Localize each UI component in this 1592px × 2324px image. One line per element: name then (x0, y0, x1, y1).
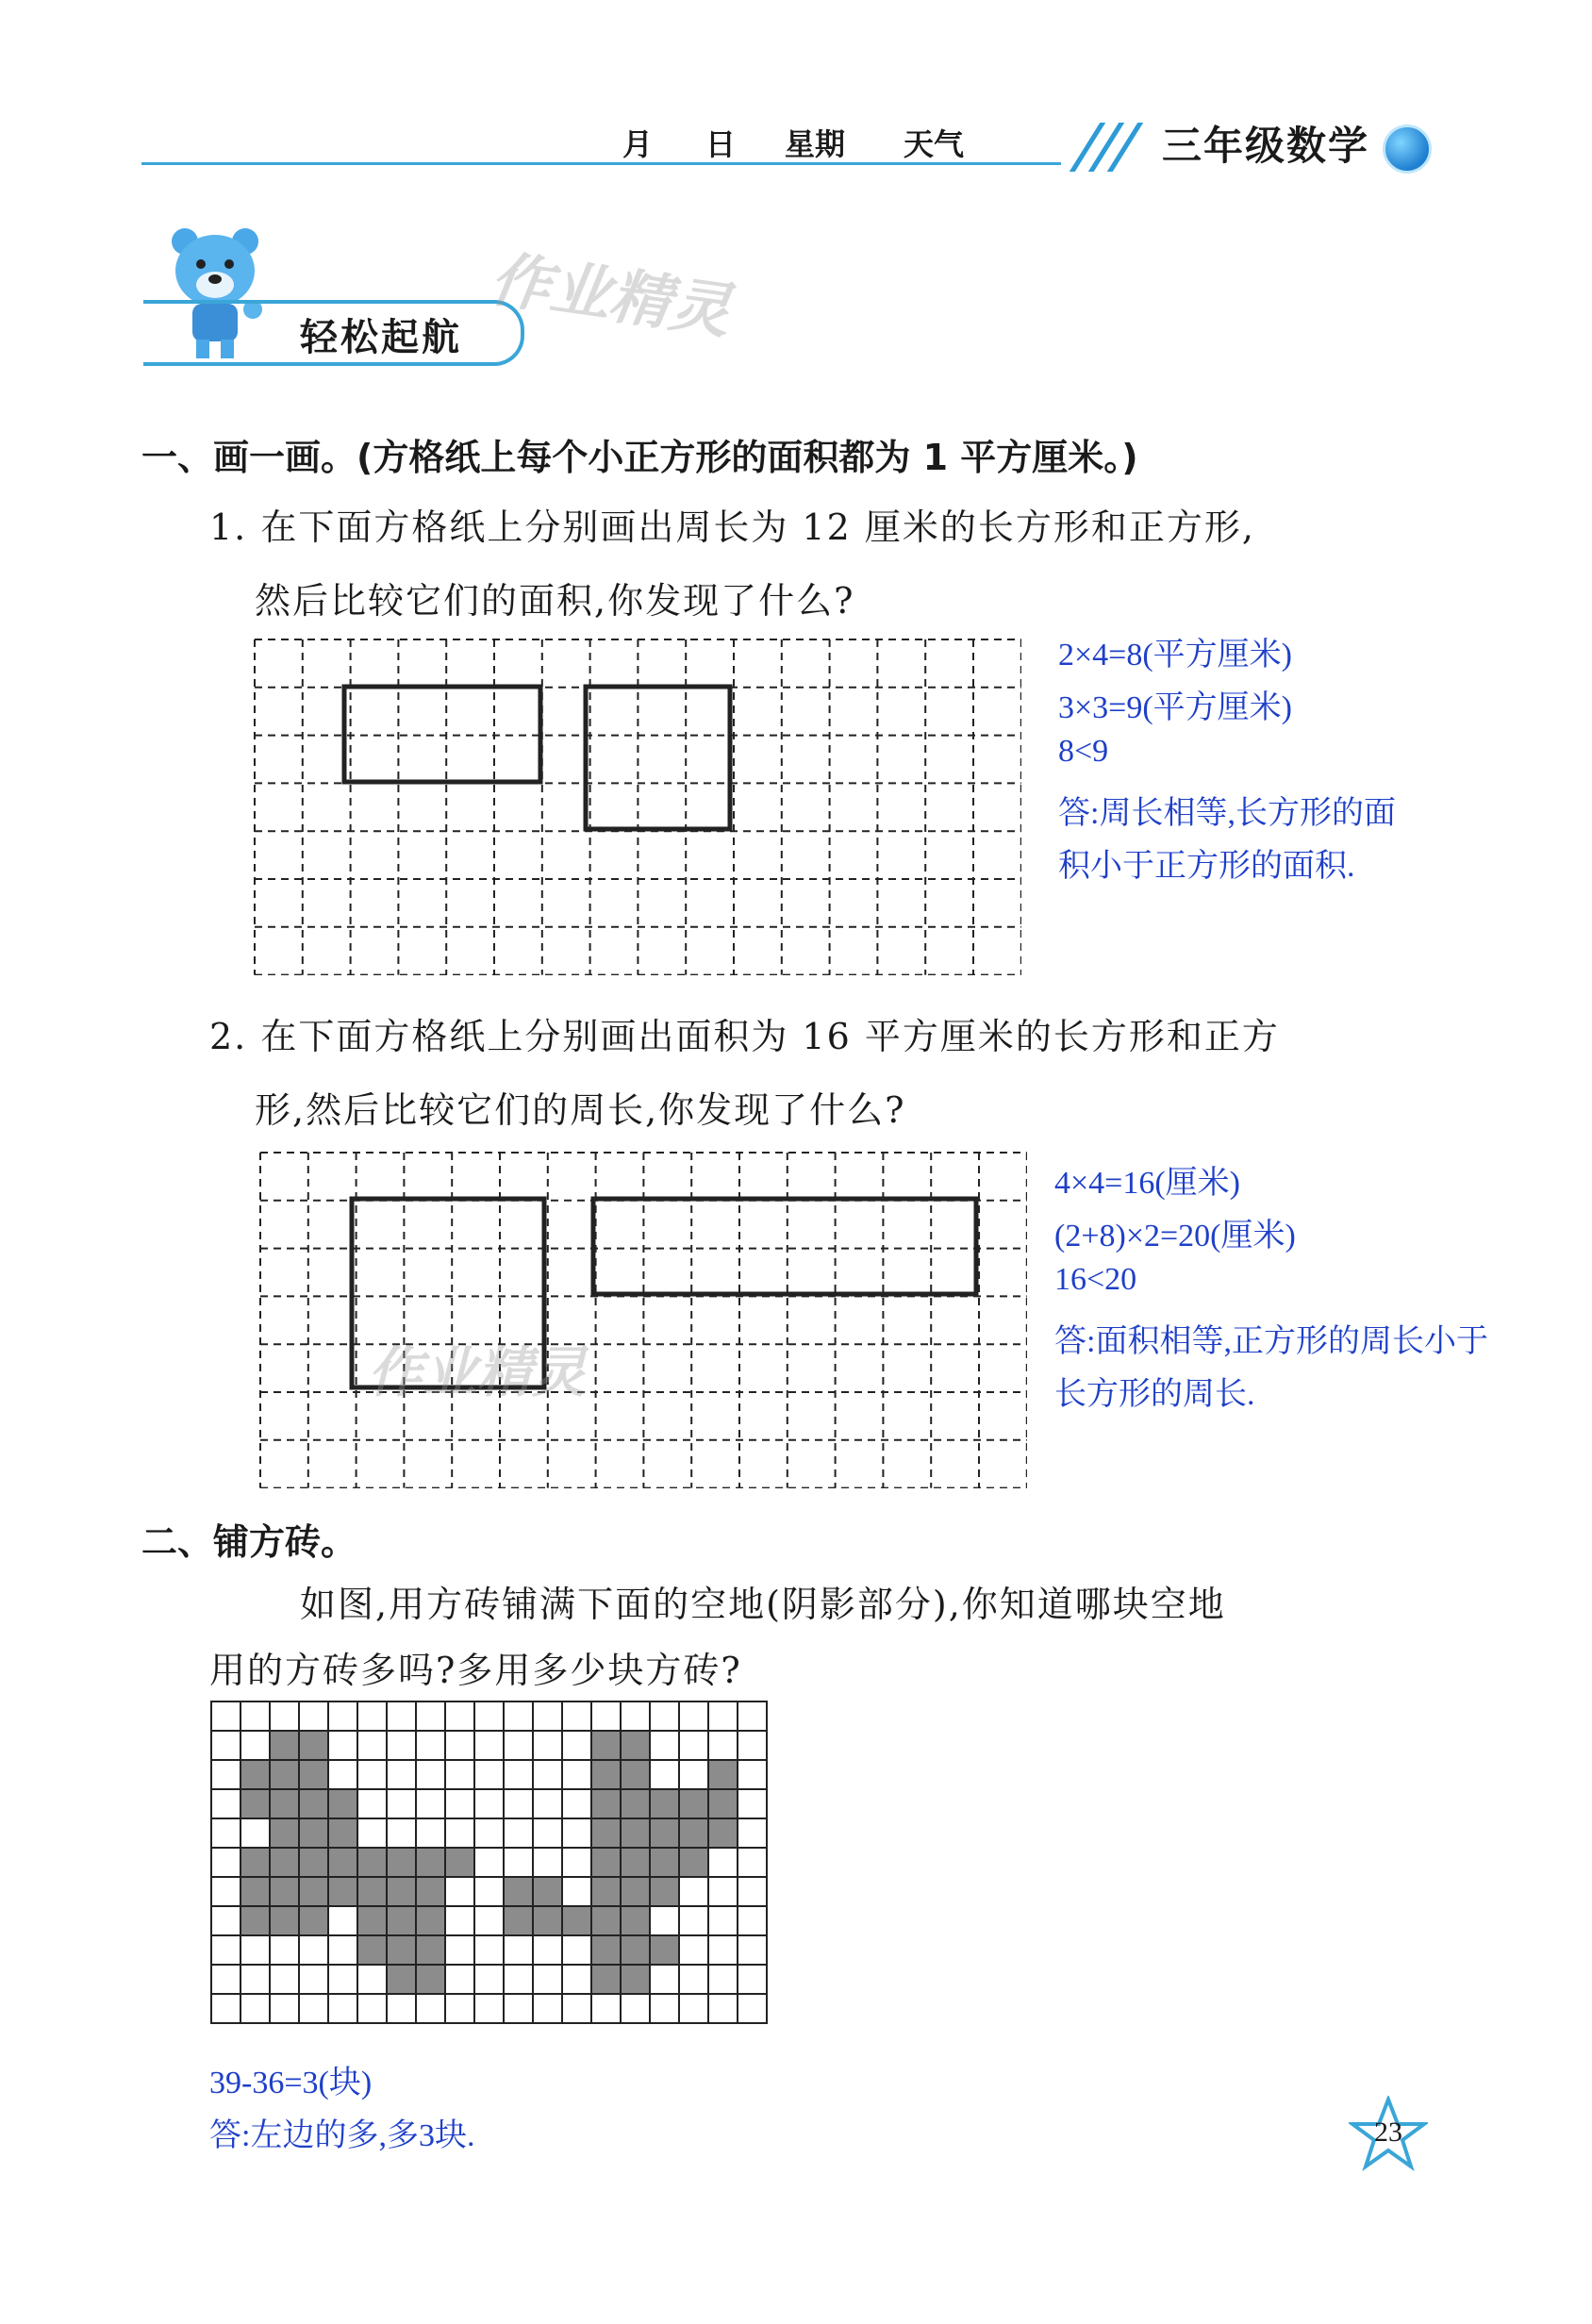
tile-empty (387, 1702, 416, 1731)
tile-empty (474, 1760, 504, 1789)
q1-answer-line: 积小于正方形的面积. (1058, 849, 1355, 884)
tile-empty (533, 1760, 562, 1789)
tile-shaded (357, 1906, 387, 1935)
tile-empty (474, 1848, 504, 1877)
tile-empty (445, 1935, 474, 1965)
tile-empty (445, 1877, 474, 1906)
q1-answer-line: 8<9 (1058, 734, 1109, 769)
q1-square-drawn (586, 687, 730, 829)
tile-empty (650, 1906, 679, 1935)
tile-shaded (387, 1877, 416, 1906)
tile-shaded (591, 1760, 621, 1789)
q1-line2: 然后比较它们的面积,你发现了什么? (255, 580, 855, 622)
tile-empty (474, 1702, 504, 1731)
tile-empty (738, 1906, 767, 1935)
tile-shaded (650, 1818, 679, 1848)
tile-empty (738, 1818, 767, 1848)
q1-answer-line: 2×4=8(平方厘米) (1058, 638, 1292, 672)
tile-empty (562, 1731, 591, 1760)
tile-empty (445, 1789, 474, 1818)
tile-empty (328, 1935, 357, 1965)
tile-empty (562, 1818, 591, 1848)
tile-empty (474, 1731, 504, 1760)
tile-empty (738, 1994, 767, 2023)
tile-empty (738, 1760, 767, 1789)
tile-empty (738, 1965, 767, 1994)
tile-empty (416, 1731, 445, 1760)
tile-shaded (299, 1848, 328, 1877)
q2-grid (258, 1151, 1027, 1488)
tile-shaded (533, 1906, 562, 1935)
section1-title: 一、画一画。(方格纸上每个小正方形的面积都为 1 平方厘米。) (141, 437, 1138, 478)
tile-empty (533, 1848, 562, 1877)
tile-empty (445, 1702, 474, 1731)
section2-answers (209, 2056, 474, 2162)
watermark-text: 作业精灵 (486, 244, 736, 348)
tile-empty (738, 1731, 767, 1760)
tile-shaded (650, 1935, 679, 1965)
tile-shaded (270, 1789, 299, 1818)
tile-empty (504, 1702, 533, 1731)
tile-empty (211, 1789, 240, 1818)
tile-empty (416, 1789, 445, 1818)
tile-empty (387, 1818, 416, 1848)
tile-empty (270, 1994, 299, 2023)
tile-empty (240, 1994, 270, 2023)
tile-shaded (416, 1877, 445, 1906)
tile-shaded (708, 1760, 738, 1789)
tile-shaded (708, 1789, 738, 1818)
tile-empty (708, 1935, 738, 1965)
tile-empty (474, 1818, 504, 1848)
q2-rectangle-drawn (593, 1199, 976, 1294)
tile-empty (679, 1702, 708, 1731)
tile-shaded (387, 1935, 416, 1965)
tile-empty (474, 1965, 504, 1994)
tile-empty (416, 1994, 445, 2023)
tile-empty (270, 1965, 299, 1994)
tile-empty (562, 1848, 591, 1877)
q2-answer-line: 长方形的周长. (1054, 1377, 1255, 1412)
tile-shaded (299, 1877, 328, 1906)
header-rule (141, 162, 1061, 165)
section2-line1: 如图,用方砖铺满下面的空地(阴影部分),你知道哪块空地 (300, 1584, 1226, 1625)
tile-shaded (445, 1848, 474, 1877)
tile-shaded (591, 1965, 621, 1994)
q2-answer-line: 4×4=16(厘米) (1054, 1166, 1240, 1201)
tile-empty (591, 1702, 621, 1731)
tile-empty (562, 1965, 591, 1994)
subject-dot-icon (1383, 124, 1432, 174)
section2-answer-line: 39-36=3(块) (209, 2066, 373, 2100)
tile-empty (211, 1848, 240, 1877)
tile-empty (708, 1731, 738, 1760)
tile-empty (533, 1818, 562, 1848)
tile-empty (591, 1994, 621, 2023)
tile-shaded (299, 1789, 328, 1818)
tile-shaded (270, 1848, 299, 1877)
q1-rectangle-drawn (344, 687, 540, 782)
tile-empty (211, 1731, 240, 1760)
tile-shaded (679, 1848, 708, 1877)
tile-shaded (621, 1818, 650, 1848)
tile-empty (240, 1935, 270, 1965)
tile-empty (474, 1877, 504, 1906)
header-slash (1070, 123, 1105, 172)
tile-empty (357, 1789, 387, 1818)
tile-shaded (387, 1906, 416, 1935)
q2-line2: 形,然后比较它们的周长,你发现了什么? (255, 1089, 906, 1131)
tile-empty (738, 1789, 767, 1818)
q1-answer-line: 3×3=9(平方厘米) (1058, 690, 1292, 725)
header-slash (1088, 123, 1124, 172)
header-weekday: 星期 (785, 126, 846, 162)
tile-empty (562, 1877, 591, 1906)
tile-empty (211, 1702, 240, 1731)
q1-line1: 1. 在下面方格纸上分别画出周长为 12 厘米的长方形和正方形, (209, 506, 1255, 548)
tile-empty (445, 1760, 474, 1789)
tile-empty (328, 1994, 357, 2023)
tile-shaded (708, 1818, 738, 1848)
q1-answers (1058, 628, 1396, 892)
header-slash (1107, 123, 1143, 172)
tile-empty (504, 1994, 533, 2023)
tile-empty (387, 1789, 416, 1818)
tile-empty (533, 1994, 562, 2023)
tile-empty (679, 1994, 708, 2023)
tile-shaded (270, 1877, 299, 1906)
tile-empty (328, 1760, 357, 1789)
tile-shaded (621, 1906, 650, 1935)
tile-empty (328, 1906, 357, 1935)
tile-empty (474, 1789, 504, 1818)
tile-empty (562, 1702, 591, 1731)
header-month: 月 (622, 126, 654, 162)
tile-shaded (270, 1731, 299, 1760)
tile-shaded (328, 1789, 357, 1818)
tile-shaded (240, 1760, 270, 1789)
tile-empty (474, 1906, 504, 1935)
tile-empty (240, 1818, 270, 1848)
tile-shaded (416, 1848, 445, 1877)
tile-empty (357, 1702, 387, 1731)
tile-empty (679, 1906, 708, 1935)
tile-shaded (591, 1848, 621, 1877)
tile-empty (299, 1965, 328, 1994)
tile-empty (708, 1702, 738, 1731)
tile-shaded (650, 1877, 679, 1906)
tile-empty (738, 1702, 767, 1731)
tile-shaded (621, 1789, 650, 1818)
banner-title: 轻松起航 (300, 316, 462, 359)
tile-empty (328, 1731, 357, 1760)
tile-empty (211, 1818, 240, 1848)
tile-empty (533, 1702, 562, 1731)
tile-empty (357, 1965, 387, 1994)
tile-empty (445, 1906, 474, 1935)
q1-grid (253, 638, 1021, 975)
tile-empty (679, 1965, 708, 1994)
tile-empty (211, 1965, 240, 1994)
tile-empty (445, 1965, 474, 1994)
tile-empty (708, 1965, 738, 1994)
tile-shaded (504, 1877, 533, 1906)
watermark-text: 作业精灵 (368, 1340, 588, 1404)
tile-shaded (270, 1906, 299, 1935)
q2-answers (1054, 1156, 1488, 1420)
tile-empty (387, 1994, 416, 2023)
tile-shaded (679, 1818, 708, 1848)
tile-empty (679, 1731, 708, 1760)
tile-empty (240, 1702, 270, 1731)
tile-empty (474, 1994, 504, 2023)
tile-empty (416, 1760, 445, 1789)
tile-empty (357, 1818, 387, 1848)
tile-shaded (591, 1818, 621, 1848)
tile-empty (738, 1935, 767, 1965)
tile-shaded (591, 1906, 621, 1935)
tile-empty (738, 1877, 767, 1906)
tile-empty (562, 1760, 591, 1789)
tile-empty (650, 1965, 679, 1994)
tile-empty (445, 1994, 474, 2023)
tile-grid (209, 1700, 770, 2024)
tile-empty (299, 1935, 328, 1965)
tile-shaded (328, 1818, 357, 1848)
tile-empty (416, 1702, 445, 1731)
tile-shaded (621, 1935, 650, 1965)
subject-title: 三年级数学 (1162, 123, 1370, 169)
tile-shaded (270, 1818, 299, 1848)
tile-empty (650, 1994, 679, 2023)
tile-shaded (621, 1760, 650, 1789)
tile-empty (357, 1760, 387, 1789)
tile-empty (621, 1994, 650, 2023)
tile-empty (708, 1877, 738, 1906)
tile-empty (504, 1848, 533, 1877)
tile-empty (328, 1702, 357, 1731)
tile-empty (504, 1789, 533, 1818)
tile-empty (504, 1818, 533, 1848)
tile-empty (650, 1702, 679, 1731)
tile-empty (357, 1994, 387, 2023)
tile-shaded (416, 1906, 445, 1935)
tile-empty (679, 1935, 708, 1965)
tile-empty (299, 1994, 328, 2023)
tile-shaded (299, 1760, 328, 1789)
tile-empty (474, 1935, 504, 1965)
tile-empty (708, 1994, 738, 2023)
tile-empty (387, 1731, 416, 1760)
tile-shaded (240, 1877, 270, 1906)
tile-shaded (299, 1906, 328, 1935)
tile-shaded (591, 1877, 621, 1906)
tile-empty (562, 1935, 591, 1965)
tile-empty (240, 1965, 270, 1994)
tile-shaded (240, 1789, 270, 1818)
tile-shaded (416, 1935, 445, 1965)
tile-empty (533, 1965, 562, 1994)
page-number: 23 (1374, 2116, 1402, 2148)
tile-shaded (357, 1935, 387, 1965)
tile-empty (211, 1760, 240, 1789)
tile-shaded (621, 1848, 650, 1877)
tile-empty (533, 1935, 562, 1965)
tile-empty (504, 1760, 533, 1789)
section2-line2: 用的方砖多吗?多用多少块方砖? (209, 1650, 742, 1691)
tile-empty (504, 1935, 533, 1965)
tile-empty (270, 1702, 299, 1731)
tile-shaded (679, 1789, 708, 1818)
tile-shaded (328, 1848, 357, 1877)
q1-answer-line: 答:周长相等,长方形的面 (1058, 796, 1396, 831)
tile-empty (211, 1935, 240, 1965)
tile-empty (211, 1994, 240, 2023)
tile-shaded (416, 1965, 445, 1994)
tile-shaded (299, 1731, 328, 1760)
tile-shaded (562, 1906, 591, 1935)
tile-shaded (621, 1731, 650, 1760)
tile-shaded (328, 1877, 357, 1906)
tile-shaded (357, 1848, 387, 1877)
tile-shaded (357, 1877, 387, 1906)
tile-shaded (621, 1965, 650, 1994)
tile-empty (445, 1731, 474, 1760)
tile-empty (387, 1760, 416, 1789)
section2-title: 二、铺方砖。 (141, 1521, 357, 1563)
tile-empty (621, 1702, 650, 1731)
tile-empty (533, 1731, 562, 1760)
tile-empty (650, 1731, 679, 1760)
q2-line1: 2. 在下面方格纸上分别画出面积为 16 平方厘米的长方形和正方 (209, 1016, 1280, 1057)
tile-empty (240, 1731, 270, 1760)
tile-empty (679, 1877, 708, 1906)
header-day: 日 (705, 126, 737, 162)
tile-empty (504, 1965, 533, 1994)
tile-shaded (504, 1906, 533, 1935)
tile-empty (708, 1906, 738, 1935)
tile-empty (445, 1818, 474, 1848)
q2-answer-line: 16<20 (1054, 1262, 1137, 1297)
tile-empty (416, 1818, 445, 1848)
tile-empty (211, 1906, 240, 1935)
tile-empty (738, 1848, 767, 1877)
tile-shaded (591, 1789, 621, 1818)
tile-shaded (591, 1935, 621, 1965)
tile-shaded (387, 1848, 416, 1877)
tile-empty (562, 1994, 591, 2023)
tile-shaded (299, 1818, 328, 1848)
tile-empty (270, 1935, 299, 1965)
tile-empty (504, 1731, 533, 1760)
q2-answer-line: 答:面积相等,正方形的周长小于 (1054, 1324, 1488, 1359)
tile-empty (650, 1760, 679, 1789)
tile-empty (708, 1848, 738, 1877)
tile-shaded (650, 1789, 679, 1818)
tile-shaded (387, 1965, 416, 1994)
tile-empty (533, 1789, 562, 1818)
tile-shaded (270, 1760, 299, 1789)
tile-empty (562, 1789, 591, 1818)
tile-shaded (650, 1848, 679, 1877)
q2-answer-line: (2+8)×2=20(厘米) (1054, 1219, 1296, 1253)
section2-answer-line: 答:左边的多,多3块. (209, 2118, 475, 2153)
tile-empty (299, 1702, 328, 1731)
tile-shaded (621, 1877, 650, 1906)
tile-empty (357, 1731, 387, 1760)
tile-shaded (240, 1848, 270, 1877)
tile-empty (211, 1877, 240, 1906)
tile-empty (679, 1760, 708, 1789)
tile-shaded (240, 1906, 270, 1935)
tile-empty (328, 1965, 357, 1994)
tile-shaded (533, 1877, 562, 1906)
tile-shaded (591, 1731, 621, 1760)
header-weather: 天气 (904, 126, 965, 162)
